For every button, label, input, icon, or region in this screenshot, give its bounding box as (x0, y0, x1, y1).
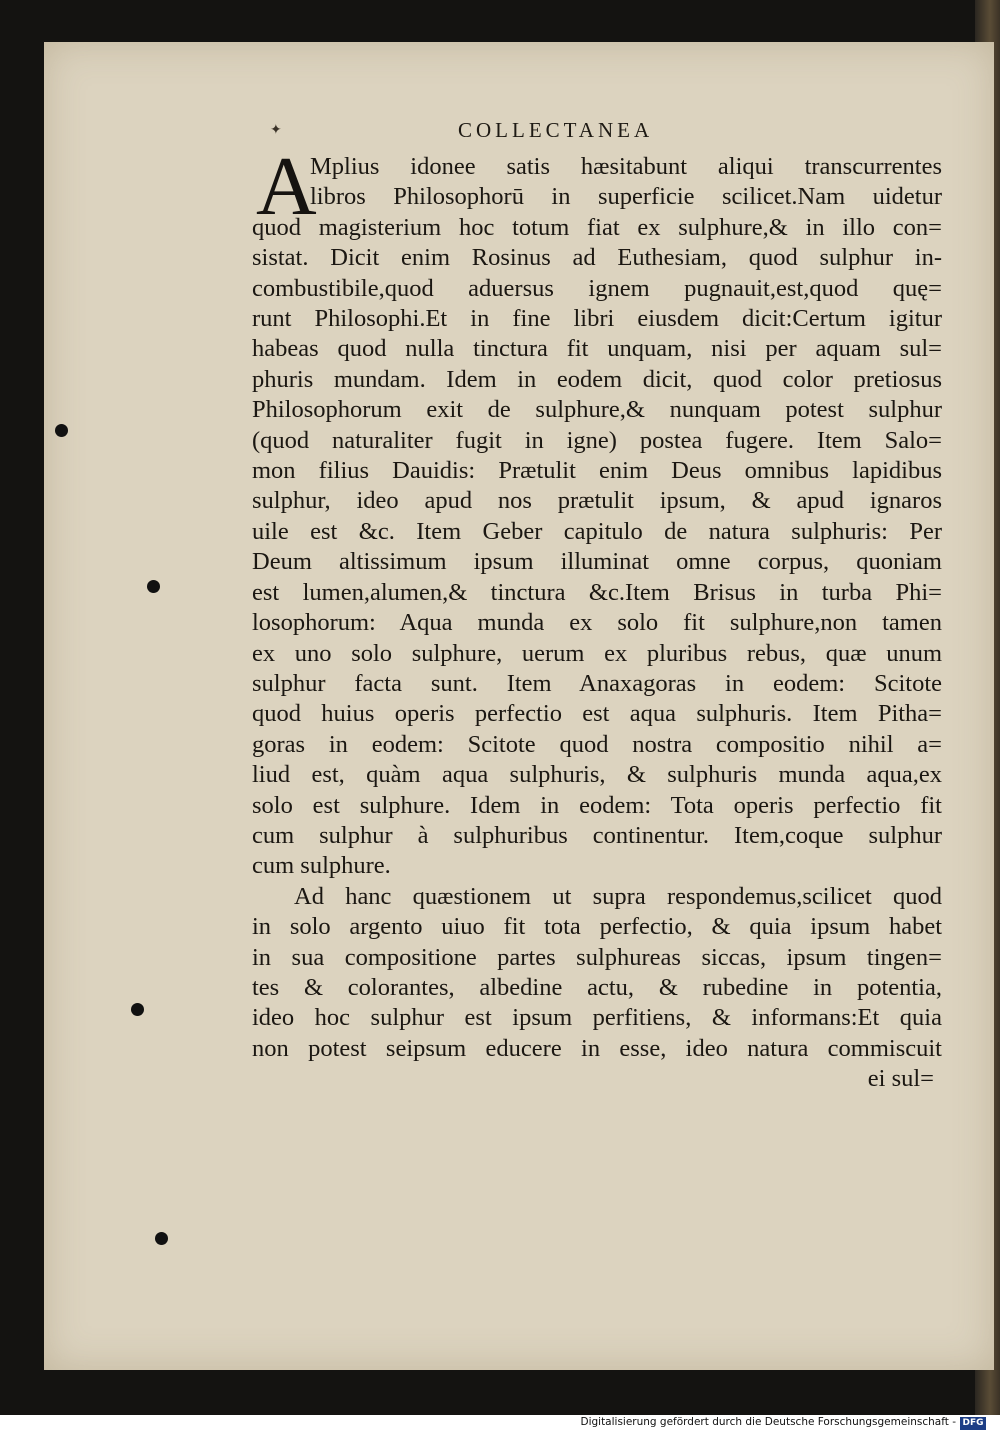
text-line: ex uno solo sulphure, uerum ex pluribus rebus, quæ unum (252, 639, 942, 667)
text-line: Ad hanc quæstionem ut supra respondemus,scilicet quod (294, 882, 942, 910)
footer-bar (0, 1415, 1000, 1433)
page-text (252, 140, 942, 1095)
text-line: Philosophorum exit de sulphure,& nunquam potest sulphur (252, 396, 942, 424)
funding-credit: Digitalisierung gefördert durch die Deutsche Forschungsgemeinschaft - (580, 1416, 956, 1428)
text-line: quod magisterium hoc totum fiat ex sulphure,& in illo con= (252, 213, 942, 241)
page-mark: ✦ (270, 122, 282, 138)
running-head: COLLECTANEA (458, 118, 654, 142)
binding-hole (155, 1232, 168, 1245)
text-line: sulphur facta sunt. Item Anaxagoras in eodem: Scitote (252, 669, 942, 697)
binding-hole (147, 580, 160, 593)
text-line: in sua compositione partes sulphureas siccas, ipsum tingen= (252, 943, 942, 971)
text-line: combustibile,quod aduersus ignem pugnauit,est,quod quę= (252, 274, 942, 302)
text-line: (quod naturaliter fugit in igne) postea fugere. Item Salo= (252, 426, 942, 454)
text-line: cum sulphure. (252, 852, 391, 880)
binding-hole (55, 424, 68, 437)
text-line: quod huius operis perfectio est aqua sulphuris. Item Pitha= (252, 700, 942, 728)
text-line: libros Philosophorū in superficie scilicet.Nam uidetur (310, 183, 942, 211)
text-line: est lumen,alumen,& tinctura &c.Item Brisus in turba Phi= (252, 578, 942, 606)
text-line: losophorum: Aqua munda ex solo fit sulphure,non tamen (252, 609, 942, 637)
text-line: runt Philosophi.Et in fine libri eiusdem dicit:Certum igitur (252, 305, 942, 333)
text-line: Deum altissimum ipsum illuminat omne corpus, quoniam (252, 548, 942, 576)
drop-capital: A (256, 140, 317, 233)
text-line: non potest seipsum educere in esse, ideo natura commiscuit (252, 1034, 942, 1062)
dfg-logo: DFG (960, 1417, 986, 1430)
text-line: liud est, quàm aqua sulphuris, & sulphuris munda aqua,ex (252, 761, 942, 789)
text-line: phuris mundam. Idem in eodem dicit, quod color pretiosus (252, 365, 942, 393)
text-line: cum sulphur à sulphuribus continentur. Item,coque sulphur (252, 821, 942, 849)
text-line: sistat. Dicit enim Rosinus ad Euthesiam, quod sulphur in- (252, 244, 942, 272)
text-line: in solo argento uiuo fit tota perfectio, & quia ipsum habet (252, 913, 942, 941)
text-line: habeas quod nulla tinctura fit unquam, nisi per aquam sul= (252, 335, 942, 363)
catchword: ei sul= (867, 1065, 934, 1093)
text-line: mon filius Dauidis: Prætulit enim Deus omnibus lapidibus (252, 457, 942, 485)
text-line: sulphur, ideo apud nos prætulit ipsum, & apud ignaros (252, 487, 942, 515)
text-line: uile est &c. Item Geber capitulo de natura sulphuris: Per (252, 517, 942, 545)
text-line: solo est sulphure. Idem in eodem: Tota operis perfectio fit (252, 791, 942, 819)
text-line: goras in eodem: Scitote quod nostra compositio nihil a= (252, 730, 942, 758)
text-line: Mplius idonee satis hæsitabunt aliqui transcurrentes (310, 153, 942, 180)
binding-hole (131, 1003, 144, 1016)
text-line: tes & colorantes, albedine actu, & rubedine in potentia, (252, 973, 942, 1001)
text-line: ideo hoc sulphur est ipsum perfitiens, & informans:Et quia (252, 1004, 942, 1032)
